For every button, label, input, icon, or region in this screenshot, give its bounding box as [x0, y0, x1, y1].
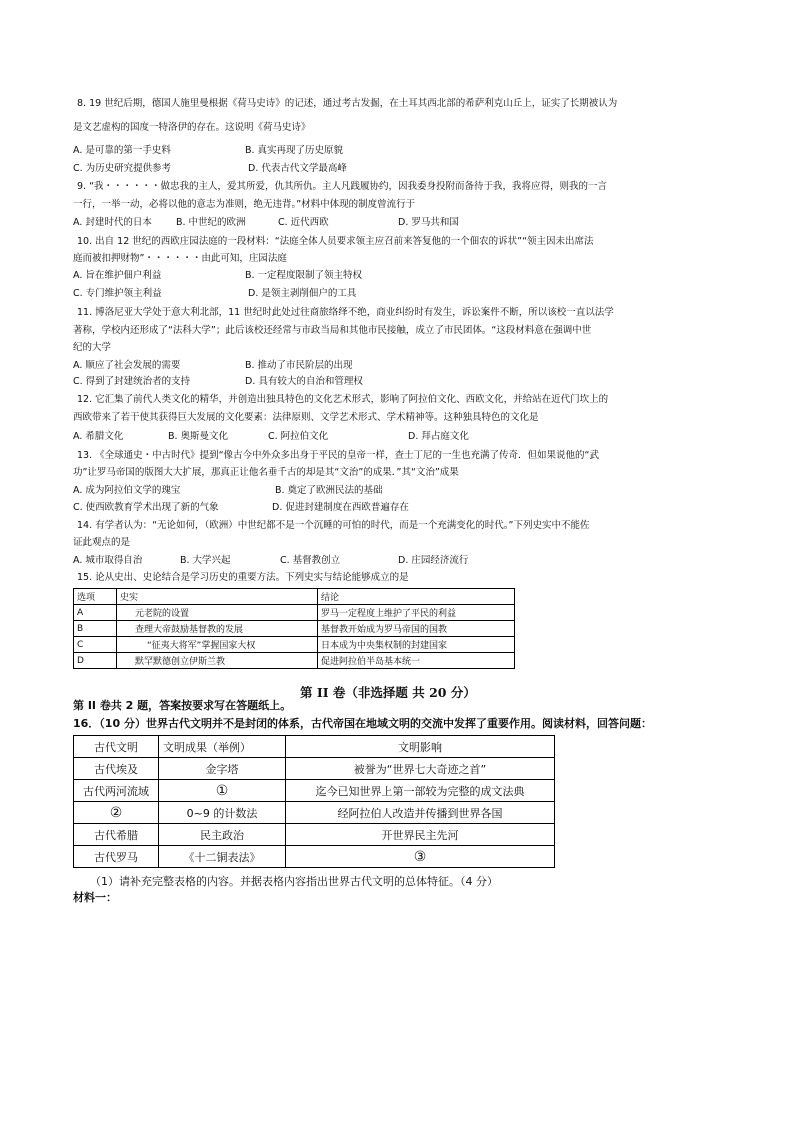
q16-material-label: 材料一： [73, 891, 117, 904]
q11-option-c: C. 得到了封建统治者的支持 [73, 376, 191, 387]
table-header-row [74, 736, 555, 758]
table-row [74, 653, 515, 669]
table-cell: 迄今已知世界上第一部较为完整的成文法典 [286, 780, 555, 802]
table-cell: 开世界民主先河 [286, 824, 555, 846]
q14-stem-line2: 证此观点的是 [73, 537, 131, 548]
table-header-cell: 选项 [74, 589, 117, 605]
table-header-cell: 结论 [318, 589, 515, 605]
q8-option-c: C. 为历史研究提供参考 [73, 163, 172, 174]
q10-option-b: B. 一定程度限制了领主特权 [245, 270, 363, 281]
q13-option-c: C. 使西欧教育学术出现了新的气象 [73, 502, 219, 513]
q13-option-d: D. 促进封建制度在西欧普遍存在 [272, 502, 409, 513]
q14-option-b: B. 大学兴起 [180, 555, 231, 566]
table-cell: D [74, 653, 117, 669]
table-cell: 古代两河流域 [74, 780, 159, 802]
table-cell: 经阿拉伯人改造并传播到世界各国 [286, 802, 555, 824]
table-cell: 古代埃及 [74, 758, 159, 780]
q8-option-a: A. 是可靠的第一手史料 [73, 145, 171, 156]
table-cell: 古代希腊 [74, 824, 159, 846]
table-header-cell: 史实 [117, 589, 318, 605]
table-cell: A [74, 605, 117, 621]
table-cell: 0~9 的计数法 [159, 802, 286, 824]
q12-stem-line1: 12. 它汇集了前代人类文化的精华，并创造出独具特色的文化艺术形式，影响了阿拉伯文化、西欧文化，并给站在近代门坎上的 [77, 394, 609, 405]
q8-option-b: B. 真实再现了历史原貌 [245, 145, 344, 156]
q11-option-a: A. 顺应了社会发展的需要 [73, 360, 181, 371]
table-cell: 《十二铜表法》 [159, 846, 286, 868]
table-cell: “征夷大将军”掌握国家大权 [117, 637, 318, 653]
table-row [74, 621, 515, 637]
table-header-row [74, 589, 515, 605]
table-row [74, 846, 555, 868]
q9-option-a: A. 封建时代的日本 [73, 217, 152, 228]
q11-option-b: B. 推动了市民阶层的出现 [245, 360, 353, 371]
table-header-cell: 文明成果（举例） [159, 736, 286, 758]
q16-table [73, 735, 555, 868]
blank-1: ① [159, 780, 286, 802]
q10-option-a: A. 旨在维护佃户利益 [73, 270, 162, 281]
q9-option-b: B. 中世纪的欧洲 [176, 217, 246, 228]
q9-option-c: C. 近代西欧 [278, 217, 329, 228]
q9-option-d: D. 罗马共和国 [398, 217, 459, 228]
q12-option-c: C. 阿拉伯文化 [268, 431, 329, 442]
q10-option-c: C. 专门维护领主利益 [73, 288, 162, 299]
table-cell: 元老院的设置 [117, 605, 318, 621]
q13-option-b: B. 奠定了欧洲民法的基础 [275, 485, 383, 496]
q11-stem-line3: 纪的大学 [73, 342, 112, 353]
q8-stem-line2: 是文艺虚构的国度一特洛伊的存在。这说明《荷马史诗》 [73, 122, 311, 133]
q14-option-c: C. 基督教创立 [280, 555, 341, 566]
table-cell: 罗马一定程度上维护了平民的利益 [318, 605, 515, 621]
table-header-cell: 文明影响 [286, 736, 555, 758]
table-cell: 被誉为“世界七大奇迹之首” [286, 758, 555, 780]
q11-option-d: D. 具有较大的自治和管理权 [245, 376, 363, 387]
table-cell: 查理大帝鼓励基督教的发展 [117, 621, 318, 637]
table-cell: 古代罗马 [74, 846, 159, 868]
q12-option-d: D. 拜占庭文化 [408, 431, 469, 442]
q12-stem-line2: 西欧带来了若干使其获得巨大发展的文化要素：法律原则、文学艺术形式、学术精神等。这种独具特色的文化是 [73, 412, 539, 423]
table-row [74, 637, 515, 653]
table-cell: 金字塔 [159, 758, 286, 780]
q14-stem-line1: 14. 有学者认为：“无论如何，（欧洲）中世纪都不是一个沉睡的可怕的时代，而是一个充满变化的时代。”下列史实中不能佐 [77, 520, 590, 531]
table-cell: 默罕默德创立伊斯兰教 [117, 653, 318, 669]
q13-option-a: A. 成为阿拉伯文学的瑰宝 [73, 485, 181, 496]
table-cell: 民主政治 [159, 824, 286, 846]
q14-option-a: A. 城市取得自治 [73, 555, 143, 566]
q10-stem-line2: 庭而被扣押财物”・・・・・・由此可知，庄园法庭 [73, 253, 287, 264]
q10-stem-line1: 10. 出自 12 世纪的西欧庄园法庭的一段材料：“法庭全体人员要求领主应召前来答复他的一个佃农的诉状”“领主因未出席法 [77, 236, 594, 247]
q15-stem: 15. 论从史出、史论结合是学习历史的重要方法。下列史实与结论能够成立的是 [77, 572, 409, 583]
blank-3: ③ [286, 846, 555, 868]
q8-option-d: D. 代表古代文学最高峰 [248, 163, 347, 174]
section-title: 第 II 卷（非选择题 共 20 分） [300, 685, 476, 700]
blank-2: ② [74, 802, 159, 824]
table-cell: C [74, 637, 117, 653]
q12-option-a: A. 希腊文化 [73, 431, 124, 442]
q11-stem-line1: 11. 博洛尼亚大学处于意大利北部，11 世纪时此处过往商旅络绎不绝，商业纠纷时有发生，诉讼案件不断，所以该校一直以法学 [77, 307, 614, 318]
table-cell: B [74, 621, 117, 637]
table-row [74, 802, 555, 824]
q16-stem: 16．（10 分）世界古代文明并不是封闭的体系，古代帝国在地域文明的交流中发挥了重要作用。阅读材料，回答问题： [73, 717, 652, 730]
table-header-cell: 古代文明 [74, 736, 159, 758]
q14-option-d: D. 庄园经济流行 [398, 555, 469, 566]
table-row [74, 824, 555, 846]
q16-sub1: （1）请补充完整表格的内容。并据表格内容指出世界古代文明的总体特征。（4 分） [90, 875, 498, 888]
table-cell: 基督教开始成为罗马帝国的国教 [318, 621, 515, 637]
table-cell: 日本成为中央集权制的封建国家 [318, 637, 515, 653]
table-row [74, 605, 515, 621]
table-row [74, 758, 555, 780]
q9-stem-line2: 一行，一举一动，必将以他的意志为准则，绝无违背。”材料中体现的制度曾流行于 [73, 199, 416, 210]
q11-stem-line2: 著称，学校内还形成了“法科大学”；此后该校还经常与市政当局和其他市民接触，成立了市民团体。“这段材料意在强调中世 [73, 325, 592, 336]
q8-stem-line1: 8. 19 世纪后期，德国人施里曼根据《荷马史诗》的记述，通过考古发掘，在土耳其西北部的希萨利克山丘上，证实了长期被认为 [77, 98, 618, 109]
q9-stem-line1: 9. “我・・・・・・做忠我的主人，爱其所爱，仇其所仇。主人凡践履协约，因我委身投附而备待于我，我将应得，则我的一言 [77, 181, 608, 192]
q13-stem-line2: 功”让罗马帝国的版图大大扩展，那真正让他名垂千古的却是其“文治”的成果．”其“文治”成果 [73, 467, 459, 478]
q15-table [73, 588, 515, 669]
table-cell: 促进阿拉伯半岛基本统一 [318, 653, 515, 669]
q10-option-d: D. 是领主剥削佃户的工具 [248, 288, 357, 299]
q12-option-b: B. 奥斯曼文化 [168, 431, 229, 442]
q13-stem-line1: 13. 《全球通史・中古时代》提到“像古今中外众多出身于平民的皇帝一样，查士丁尼的一生也充满了传奇．但如果说他的“武 [77, 450, 599, 461]
table-row [74, 780, 555, 802]
section-note: 第 II 卷共 2 题，答案按要求写在答题纸上。 [73, 699, 292, 712]
